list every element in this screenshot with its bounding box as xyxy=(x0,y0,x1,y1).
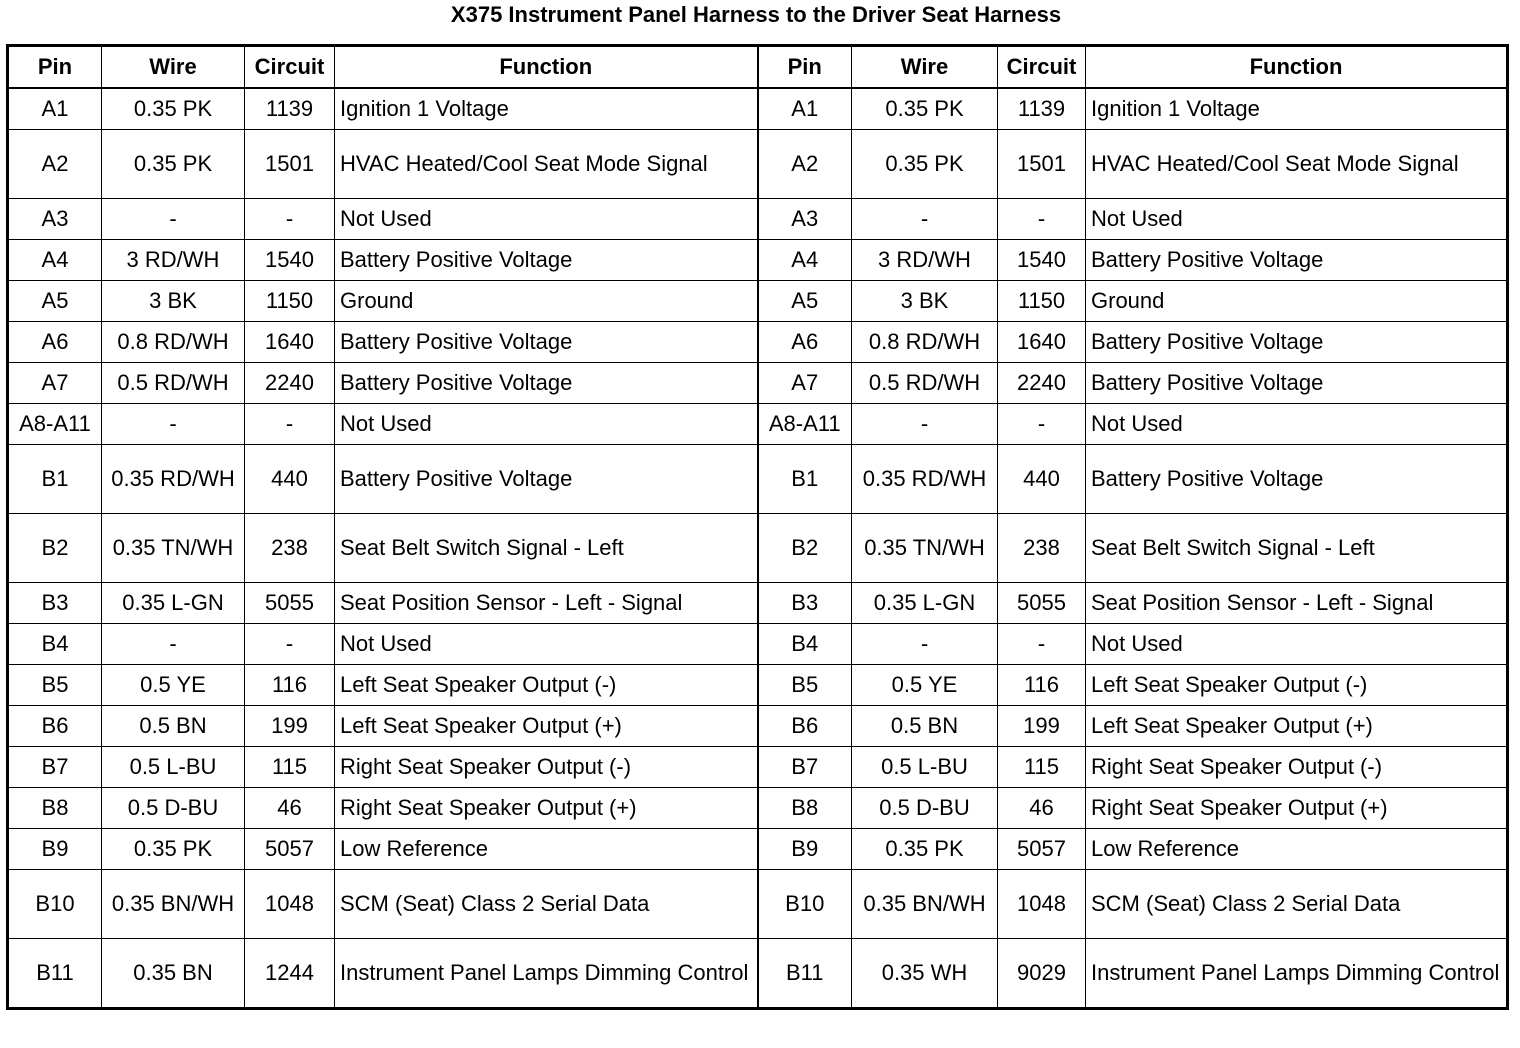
cell-circuit: - xyxy=(998,404,1086,445)
cell-wire: 0.8 RD/WH xyxy=(852,322,998,363)
cell-function: HVAC Heated/Cool Seat Mode Signal xyxy=(335,130,758,199)
cell-wire: 0.5 D-BU xyxy=(102,788,245,829)
table-row xyxy=(8,130,1508,199)
cell-pin: B2 xyxy=(8,514,102,583)
cell-pin: B5 xyxy=(758,665,852,706)
cell-wire: 0.5 D-BU xyxy=(852,788,998,829)
cell-circuit: 440 xyxy=(245,445,335,514)
header-circuit: Circuit xyxy=(998,46,1086,89)
cell-pin: B8 xyxy=(758,788,852,829)
cell-wire: 0.35 BN/WH xyxy=(102,870,245,939)
cell-wire: 0.5 RD/WH xyxy=(852,363,998,404)
cell-circuit: 115 xyxy=(245,747,335,788)
cell-circuit: 199 xyxy=(245,706,335,747)
cell-circuit: 116 xyxy=(998,665,1086,706)
cell-pin: B9 xyxy=(758,829,852,870)
cell-wire: - xyxy=(852,624,998,665)
cell-circuit: 1244 xyxy=(245,939,335,1009)
cell-pin: B11 xyxy=(758,939,852,1009)
cell-function: Right Seat Speaker Output (-) xyxy=(335,747,758,788)
cell-wire: 0.35 RD/WH xyxy=(102,445,245,514)
table-row xyxy=(8,870,1508,939)
table-row xyxy=(8,829,1508,870)
cell-pin: A6 xyxy=(8,322,102,363)
cell-circuit: 5057 xyxy=(245,829,335,870)
cell-pin: B3 xyxy=(8,583,102,624)
table-row xyxy=(8,747,1508,788)
header-pin: Pin xyxy=(8,46,102,89)
cell-circuit: - xyxy=(998,199,1086,240)
cell-pin: B7 xyxy=(8,747,102,788)
cell-circuit: 1640 xyxy=(998,322,1086,363)
cell-function: Instrument Panel Lamps Dimming Control xyxy=(335,939,758,1009)
cell-function: HVAC Heated/Cool Seat Mode Signal xyxy=(1086,130,1508,199)
cell-function: SCM (Seat) Class 2 Serial Data xyxy=(335,870,758,939)
cell-function: Left Seat Speaker Output (-) xyxy=(335,665,758,706)
cell-circuit: 46 xyxy=(998,788,1086,829)
cell-pin: A4 xyxy=(758,240,852,281)
cell-wire: 0.5 YE xyxy=(102,665,245,706)
cell-function: Seat Position Sensor - Left - Signal xyxy=(335,583,758,624)
cell-function: Battery Positive Voltage xyxy=(1086,445,1508,514)
cell-function: Ground xyxy=(1086,281,1508,322)
cell-function: Battery Positive Voltage xyxy=(1086,363,1508,404)
header-function: Function xyxy=(1086,46,1508,89)
cell-wire: 0.5 L-BU xyxy=(102,747,245,788)
table-row xyxy=(8,624,1508,665)
table-row xyxy=(8,788,1508,829)
cell-pin: A4 xyxy=(8,240,102,281)
cell-function: Not Used xyxy=(1086,624,1508,665)
cell-circuit: 1540 xyxy=(998,240,1086,281)
cell-circuit: - xyxy=(998,624,1086,665)
header-wire: Wire xyxy=(102,46,245,89)
cell-function: Left Seat Speaker Output (+) xyxy=(1086,706,1508,747)
cell-circuit: 1139 xyxy=(998,88,1086,130)
cell-wire: 0.8 RD/WH xyxy=(102,322,245,363)
cell-pin: B1 xyxy=(8,445,102,514)
cell-function: Left Seat Speaker Output (-) xyxy=(1086,665,1508,706)
cell-pin: B10 xyxy=(8,870,102,939)
header-function: Function xyxy=(335,46,758,89)
cell-wire: 3 BK xyxy=(102,281,245,322)
cell-pin: B1 xyxy=(758,445,852,514)
cell-function: Ignition 1 Voltage xyxy=(335,88,758,130)
cell-function: Not Used xyxy=(1086,199,1508,240)
cell-circuit: 238 xyxy=(998,514,1086,583)
cell-function: Seat Belt Switch Signal - Left xyxy=(335,514,758,583)
cell-circuit: - xyxy=(245,624,335,665)
cell-function: Battery Positive Voltage xyxy=(335,240,758,281)
cell-pin: B9 xyxy=(8,829,102,870)
cell-wire: 3 RD/WH xyxy=(852,240,998,281)
cell-pin: B5 xyxy=(8,665,102,706)
cell-wire: 0.35 PK xyxy=(852,829,998,870)
cell-pin: A1 xyxy=(8,88,102,130)
cell-circuit: 9029 xyxy=(998,939,1086,1009)
cell-circuit: 1048 xyxy=(998,870,1086,939)
cell-pin: A5 xyxy=(8,281,102,322)
table-row xyxy=(8,281,1508,322)
page-title: X375 Instrument Panel Harness to the Driver Seat Harness xyxy=(450,2,1062,27)
cell-wire: 0.35 TN/WH xyxy=(852,514,998,583)
cell-pin: B7 xyxy=(758,747,852,788)
table-row xyxy=(8,583,1508,624)
cell-pin: B3 xyxy=(758,583,852,624)
table-row xyxy=(8,199,1508,240)
table-row xyxy=(8,322,1508,363)
cell-wire: 3 BK xyxy=(852,281,998,322)
cell-wire: 0.35 PK xyxy=(852,88,998,130)
cell-function: Battery Positive Voltage xyxy=(1086,240,1508,281)
cell-circuit: 1540 xyxy=(245,240,335,281)
cell-circuit: 440 xyxy=(998,445,1086,514)
cell-function: Left Seat Speaker Output (+) xyxy=(335,706,758,747)
cell-wire: 0.35 PK xyxy=(102,829,245,870)
cell-circuit: 1501 xyxy=(998,130,1086,199)
cell-pin: B6 xyxy=(8,706,102,747)
cell-function: Seat Belt Switch Signal - Left xyxy=(1086,514,1508,583)
cell-function: Low Reference xyxy=(335,829,758,870)
cell-function: Battery Positive Voltage xyxy=(335,445,758,514)
table-row xyxy=(8,939,1508,1009)
harness-pinout-table xyxy=(6,44,1509,1010)
cell-circuit: 238 xyxy=(245,514,335,583)
cell-function: Battery Positive Voltage xyxy=(335,363,758,404)
table-row xyxy=(8,514,1508,583)
table-row xyxy=(8,665,1508,706)
cell-pin: A3 xyxy=(8,199,102,240)
cell-pin: A7 xyxy=(8,363,102,404)
cell-circuit: 1150 xyxy=(998,281,1086,322)
cell-wire: 0.5 RD/WH xyxy=(102,363,245,404)
cell-wire: 0.35 PK xyxy=(102,88,245,130)
cell-pin: B4 xyxy=(758,624,852,665)
cell-circuit: 1640 xyxy=(245,322,335,363)
table-row xyxy=(8,404,1508,445)
header-row xyxy=(8,46,1508,89)
cell-circuit: 46 xyxy=(245,788,335,829)
cell-circuit: 199 xyxy=(998,706,1086,747)
cell-circuit: 1501 xyxy=(245,130,335,199)
cell-function: Right Seat Speaker Output (+) xyxy=(335,788,758,829)
cell-function: Battery Positive Voltage xyxy=(335,322,758,363)
header-wire: Wire xyxy=(852,46,998,89)
cell-pin: B11 xyxy=(8,939,102,1009)
cell-wire: 0.5 L-BU xyxy=(852,747,998,788)
cell-wire: 0.5 BN xyxy=(102,706,245,747)
cell-function: Right Seat Speaker Output (+) xyxy=(1086,788,1508,829)
cell-pin: B4 xyxy=(8,624,102,665)
cell-wire: - xyxy=(102,624,245,665)
cell-function: SCM (Seat) Class 2 Serial Data xyxy=(1086,870,1508,939)
cell-pin: A8-A11 xyxy=(758,404,852,445)
cell-circuit: 2240 xyxy=(998,363,1086,404)
cell-wire: 0.35 PK xyxy=(102,130,245,199)
cell-wire: 0.35 WH xyxy=(852,939,998,1009)
cell-pin: B6 xyxy=(758,706,852,747)
cell-function: Ignition 1 Voltage xyxy=(1086,88,1508,130)
cell-pin: A2 xyxy=(8,130,102,199)
cell-wire: - xyxy=(102,199,245,240)
cell-function: Not Used xyxy=(1086,404,1508,445)
cell-wire: 0.35 RD/WH xyxy=(852,445,998,514)
cell-circuit: 116 xyxy=(245,665,335,706)
cell-circuit: 1150 xyxy=(245,281,335,322)
cell-pin: A8-A11 xyxy=(8,404,102,445)
cell-wire: - xyxy=(852,199,998,240)
cell-wire: 0.35 BN/WH xyxy=(852,870,998,939)
cell-function: Seat Position Sensor - Left - Signal xyxy=(1086,583,1508,624)
cell-function: Not Used xyxy=(335,624,758,665)
cell-function: Ground xyxy=(335,281,758,322)
table-row xyxy=(8,706,1508,747)
cell-circuit: - xyxy=(245,404,335,445)
header-pin: Pin xyxy=(758,46,852,89)
cell-pin: A2 xyxy=(758,130,852,199)
cell-pin: A7 xyxy=(758,363,852,404)
cell-pin: A5 xyxy=(758,281,852,322)
header-circuit: Circuit xyxy=(245,46,335,89)
cell-function: Low Reference xyxy=(1086,829,1508,870)
table-row xyxy=(8,445,1508,514)
cell-pin: A6 xyxy=(758,322,852,363)
table-row xyxy=(8,363,1508,404)
cell-pin: B8 xyxy=(8,788,102,829)
cell-circuit: 5055 xyxy=(245,583,335,624)
cell-circuit: 115 xyxy=(998,747,1086,788)
cell-circuit: - xyxy=(245,199,335,240)
table-row xyxy=(8,240,1508,281)
cell-function: Instrument Panel Lamps Dimming Control xyxy=(1086,939,1508,1009)
cell-wire: - xyxy=(102,404,245,445)
cell-function: Not Used xyxy=(335,404,758,445)
cell-pin: B2 xyxy=(758,514,852,583)
cell-wire: 0.5 BN xyxy=(852,706,998,747)
cell-circuit: 5057 xyxy=(998,829,1086,870)
cell-circuit: 1139 xyxy=(245,88,335,130)
cell-function: Not Used xyxy=(335,199,758,240)
cell-wire: 0.35 TN/WH xyxy=(102,514,245,583)
cell-wire: 3 RD/WH xyxy=(102,240,245,281)
cell-wire: - xyxy=(852,404,998,445)
cell-function: Right Seat Speaker Output (-) xyxy=(1086,747,1508,788)
cell-wire: 0.35 L-GN xyxy=(102,583,245,624)
cell-pin: A1 xyxy=(758,88,852,130)
cell-wire: 0.35 BN xyxy=(102,939,245,1009)
table-row xyxy=(8,88,1508,130)
cell-circuit: 2240 xyxy=(245,363,335,404)
cell-wire: 0.5 YE xyxy=(852,665,998,706)
cell-pin: B10 xyxy=(758,870,852,939)
cell-wire: 0.35 PK xyxy=(852,130,998,199)
table-body xyxy=(8,88,1508,1009)
cell-circuit: 5055 xyxy=(998,583,1086,624)
cell-circuit: 1048 xyxy=(245,870,335,939)
cell-pin: A3 xyxy=(758,199,852,240)
cell-function: Battery Positive Voltage xyxy=(1086,322,1508,363)
cell-wire: 0.35 L-GN xyxy=(852,583,998,624)
